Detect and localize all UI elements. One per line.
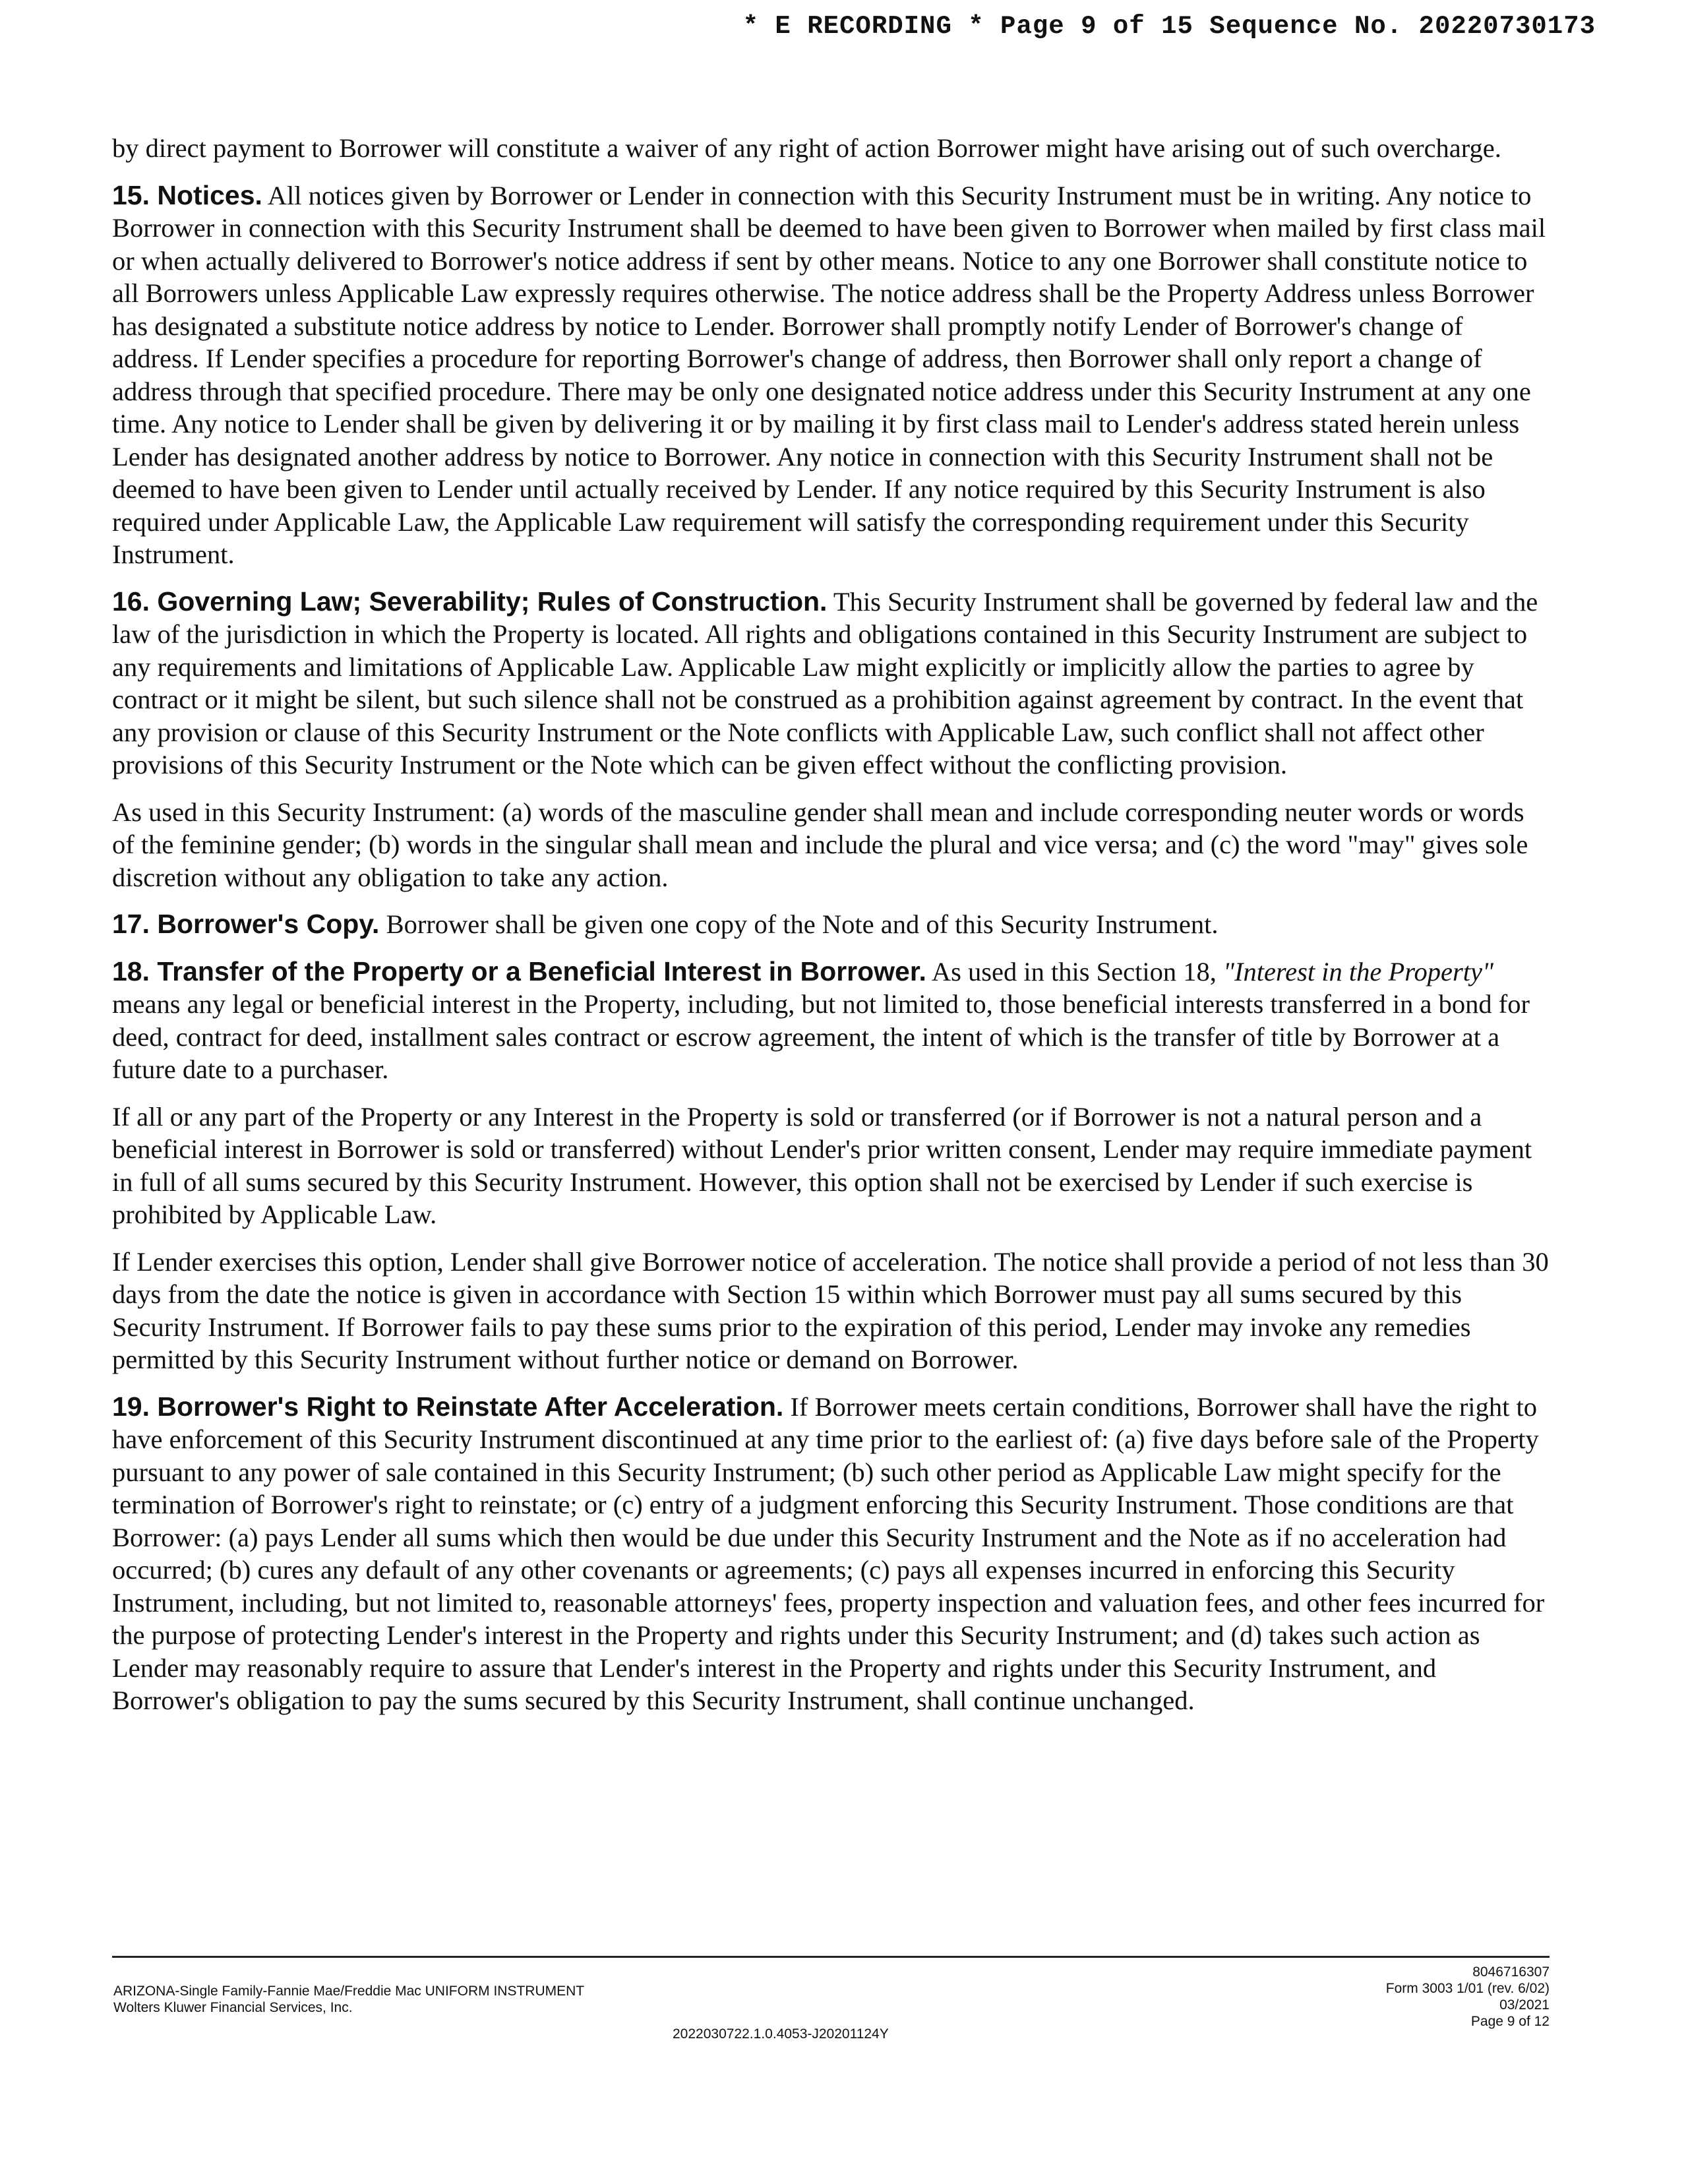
section-18 [112,956,1550,1086]
section-16 [112,586,1550,781]
continued-paragraph [112,132,1550,165]
section-18-defined-term: "Interest in the Property" [1222,956,1493,986]
section-16-paragraph-2 [112,796,1550,894]
section-17-text: Borrower shall be given one copy of the Note and of this Security Instrument. [386,909,1219,939]
footer-form-info [1386,1964,1550,2030]
section-18-text-b: means any legal or beneficial interest in the Property, including, but not limited to, those beneficial interests transferred in a bond for deed, contract for deed, installment sales contract or escrow agreement, the intent of which is the transfer of title by Borrower at a future date to a purchaser. [112,989,1530,1084]
section-16-heading: 16. Governing Law; Severability; Rules of Construction. [112,586,828,617]
section-19-text: If Borrower meets certain conditions, Borrower shall have the right to have enforcement of this Security Instrument discontinued at any time prior to the earliest of: (a) five days before sale of the Property pursuant to any power of sale contained in this Security Instrument; (b) such other period as Applicable Law might specify for the termination of Borrower's right to reinstate; or (c) entry of a judgment enforcing this Security Instrument. Those conditions are that Borrower: (a) pays Lender all sums which then would be due under this Security Instrument and the Note as if no acceleration had occurred; (b) cures any default of any other covenants or agreements; (c) pays all expenses incurred in enforcing this Security Instrument, including, but not limited to, reasonable attorneys' fees, property inspection and valuation fees, and other fees incurred for the purpose of protecting Lender's interest in the Property and rights under this Security Instrument; and (d) takes such action as Lender may reasonably require to assure that Lender's interest in the Property and rights under this Security Instrument, and Borrower's obligation to pay the sums secured by this Security Instrument, shall continue unchanged. [112,1391,1545,1715]
section-18-text-a: As used in this Section 18, [931,956,1217,986]
footer-form-title [113,1983,584,2016]
footer-loan-number: 8046716307 [1472,1964,1550,1980]
section-19-heading: 19. Borrower's Right to Reinstate After Acceleration. [112,1391,784,1422]
footer-publisher: Wolters Kluwer Financial Services, Inc. [113,2000,353,2015]
continued-text: by direct payment to Borrower will constitute a waiver of any right of action Borrower might have arising out of such overcharge. [112,133,1501,163]
footer-revision-date: 03/2021 [1499,1997,1550,2013]
section-17-heading: 17. Borrower's Copy. [112,909,380,939]
footer-divider [112,1956,1550,1958]
section-15-text: All notices given by Borrower or Lender in connection with this Security Instrument must be in writing. Any notice to Borrower in connection with this Security Instrument shall be deemed to have been given to Borrower when mailed by first class mail or when actually delivered to Borrower's notice address if sent by other means. Notice to any one Borrower shall constitute notice to all Borrowers unless Applicable Law expressly requires otherwise. The notice address shall be the Property Address unless Borrower has designated a substitute notice address by notice to Lender. Borrower shall promptly notify Lender of Borrower's change of address. If Lender specifies a procedure for reporting Borrower's change of address, then Borrower shall only report a change of address through that specified procedure. There may be only one designated notice address under this Security Instrument at any one time. Any notice to Lender shall be given by delivering it or by mailing it by first class mail to Lender's address stated herein unless Lender has designated another address by notice to Borrower. Any notice in connection with this Security Instrument shall not be deemed to have been given to Lender until actually received by Lender. If any notice required by this Security Instrument is also required under Applicable Law, the Applicable Law requirement will satisfy the corresponding requirement under this Security Instrument. [112,180,1546,569]
footer-instrument-name: ARIZONA-Single Family-Fannie Mae/Freddie Mac UNIFORM INSTRUMENT [113,1984,585,1999]
document-body [112,132,1550,1732]
footer-form-number: Form 3003 1/01 (rev. 6/02) [1385,1981,1550,1996]
section-19 [112,1391,1550,1717]
section-16-text-2: As used in this Security Instrument: (a) words of the masculine gender shall mean and include corresponding neuter words or words of the feminine gender; (b) words in the singular shall mean and include the plural and vice versa; and (c) the word "may" gives sole discretion without any obligation to take any action. [112,797,1528,892]
section-18-text-2: If all or any part of the Property or any Interest in the Property is sold or transferred (or if Borrower is not a natural person and a beneficial interest in Borrower is sold or transferred) without Lender's prior written consent, Lender may require immediate payment in full of all sums secured by this Security Instrument. However, this option shall not be exercised by Lender if such exercise is prohibited by Applicable Law. [112,1101,1532,1229]
section-15 [112,179,1550,571]
section-15-heading: 15. Notices. [112,179,262,210]
section-18-paragraph-2 [112,1101,1550,1231]
section-18-heading: 18. Transfer of the Property or a Beneficial Interest in Borrower. [112,956,926,986]
footer-page-number: Page 9 of 12 [1470,2014,1550,2029]
recording-stamp: * E RECORDING * Page 9 of 15 Sequence No. 20220730173 [742,12,1596,41]
section-18-text-3: If Lender exercises this option, Lender shall give Borrower notice of acceleration. The notice shall provide a period of not less than 30 days from the date the notice is given in accordance with Section 15 within which Borrower must pay all sums secured by this Security Instrument. If Borrower fails to pay these sums prior to the expiration of this period, Lender may invoke any remedies permitted by this Security Instrument without further notice or demand on Borrower. [112,1246,1549,1374]
section-18-paragraph-3 [112,1246,1550,1376]
section-17 [112,908,1550,941]
section-16-text: This Security Instrument shall be governed by federal law and the law of the jurisdiction in which the Property is located. All rights and obligations contained in this Security Instrument are subject to any requirements and limitations of Applicable Law. Applicable Law might explicitly or implicitly allow the parties to agree by contract or it might be silent, but such silence shall not be construed as a prohibition against agreement by contract. In the event that any provision or clause of this Security Instrument or the Note conflicts with Applicable Law, such conflict shall not affect other provisions of this Security Instrument or the Note which can be given effect without the conflicting provision. [112,586,1538,779]
footer-document-code: 2022030722.1.0.4053-J20201124Y [673,2026,889,2042]
